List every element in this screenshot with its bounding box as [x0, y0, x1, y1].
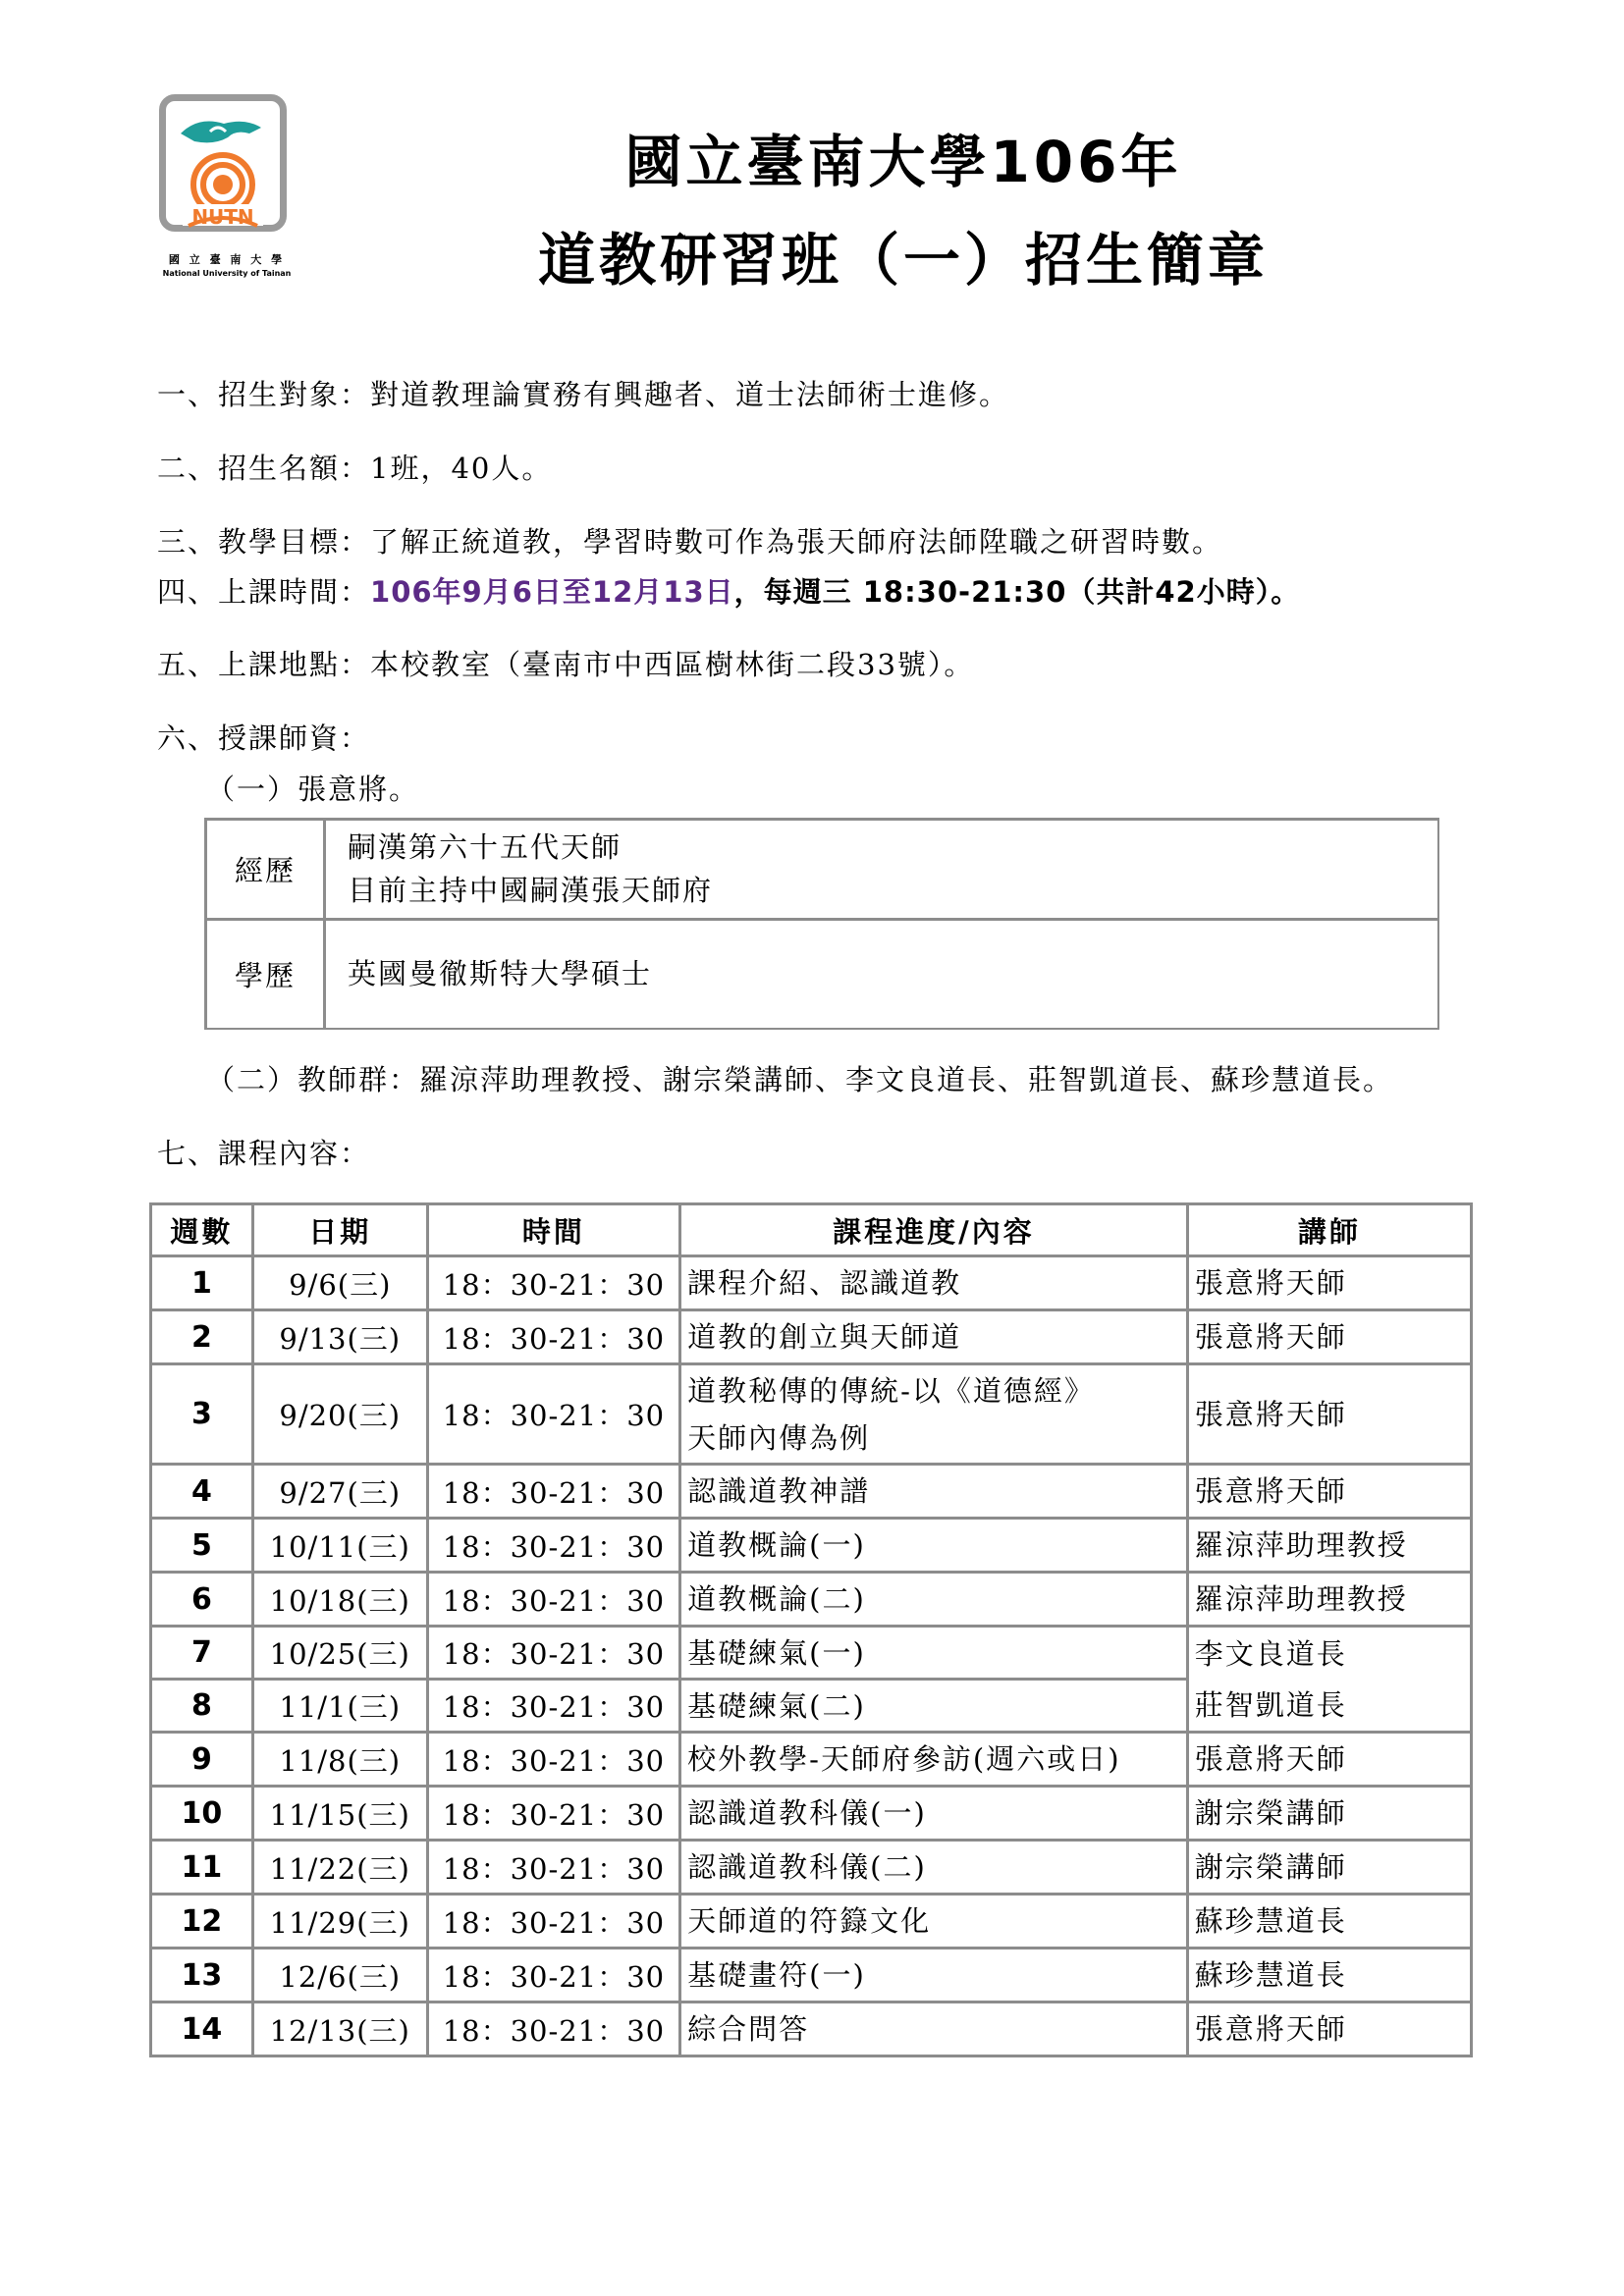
- course-schedule-table: [149, 1202, 1473, 2057]
- cell-time: 18：30-21：30: [427, 1949, 679, 2002]
- cell-time: 18：30-21：30: [427, 1787, 679, 1841]
- cell-date: 10/18(三): [252, 1573, 427, 1627]
- cell-week: 9: [151, 1733, 253, 1787]
- cell-content: 天師道的符籙文化: [680, 1895, 1188, 1949]
- cell-week: 6: [151, 1573, 253, 1627]
- cell-content: 基礎練氣(二): [680, 1680, 1188, 1733]
- cell-date: 11/22(三): [252, 1841, 427, 1895]
- class-time-label: 四、上課時間：: [157, 575, 371, 609]
- table-header-row: [151, 1204, 1472, 1256]
- table-row: [206, 919, 1439, 1029]
- cell-date: 12/6(三): [252, 1949, 427, 2002]
- education-label: 學歷: [206, 919, 325, 1029]
- cell-content: 基礎練氣(一): [680, 1627, 1188, 1680]
- section-enrollment-target: 一、招生對象：對道教理論實務有興趣者、道士法師術士進修。: [157, 378, 1010, 411]
- cell-content: 認識道教科儀(一): [680, 1787, 1188, 1841]
- cell-content: [680, 1364, 1188, 1465]
- cell-date: 11/1(三): [252, 1680, 427, 1733]
- experience-label: 經歷: [206, 820, 325, 920]
- class-time-schedule: ，每週三 18:30-21:30（共計42小時）。: [733, 575, 1301, 609]
- cell-time: 18：30-21：30: [427, 1733, 679, 1787]
- cell-instructor: 張意將天師: [1187, 2002, 1471, 2056]
- cell-time: 18：30-21：30: [427, 1895, 679, 1949]
- logo-caption-zh: 國 立 臺 南 大 學: [168, 253, 286, 266]
- cell-date: 11/15(三): [252, 1787, 427, 1841]
- cell-date: 10/11(三): [252, 1519, 427, 1573]
- cell-week: 4: [151, 1465, 253, 1519]
- header-time: 時間: [427, 1204, 679, 1256]
- header-week: 週數: [151, 1204, 253, 1256]
- cell-content: 課程介紹、認識道教: [680, 1256, 1188, 1310]
- cell-week: 10: [151, 1787, 253, 1841]
- cell-week: 12: [151, 1895, 253, 1949]
- cell-content: 綜合問答: [680, 2002, 1188, 2056]
- experience-line2: 目前主持中國嗣漢張天師府: [348, 874, 714, 908]
- cell-week: 7: [151, 1627, 253, 1680]
- table-row: [151, 1573, 1472, 1627]
- cell-instructor-line1: 李文良道長: [1194, 1636, 1347, 1671]
- cell-instructor: 張意將天師: [1187, 1310, 1471, 1364]
- cell-time: 18：30-21：30: [427, 1364, 679, 1465]
- experience-value: [325, 820, 1439, 920]
- cell-week: 13: [151, 1949, 253, 2002]
- cell-time: 18：30-21：30: [427, 1310, 679, 1364]
- table-row: [151, 1733, 1472, 1787]
- logo-emblem-text: NUTN: [191, 205, 254, 229]
- section-class-time: [157, 570, 1300, 611]
- cell-instructor: 蘇珍慧道長: [1187, 1949, 1471, 2002]
- cell-date: 11/29(三): [252, 1895, 427, 1949]
- cell-week: 3: [151, 1364, 253, 1465]
- cell-content: 道教的創立與天師道: [680, 1310, 1188, 1364]
- cell-instructor: 羅涼萍助理教授: [1187, 1573, 1471, 1627]
- cell-time: 18：30-21：30: [427, 1519, 679, 1573]
- table-row: [151, 1841, 1472, 1895]
- cell-week: 2: [151, 1310, 253, 1364]
- cell-date: 11/8(三): [252, 1733, 427, 1787]
- cell-content: 道教概論(二): [680, 1573, 1188, 1627]
- cell-content: 認識道教神譜: [680, 1465, 1188, 1519]
- table-row: [151, 1310, 1472, 1364]
- table-row: [151, 1895, 1472, 1949]
- cell-date: 9/13(三): [252, 1310, 427, 1364]
- logo-emblem-icon: [159, 94, 287, 251]
- section-class-location: 五、上課地點：本校教室（臺南市中西區樹林街二段33號）。: [157, 648, 975, 681]
- cell-content-line1: 道教秘傳的傳統-以《道德經》: [687, 1373, 1095, 1408]
- cell-instructor: 張意將天師: [1187, 1465, 1471, 1519]
- cell-instructor: 謝宗榮講師: [1187, 1787, 1471, 1841]
- table-row: [151, 1465, 1472, 1519]
- cell-content-line2: 天師內傳為例: [687, 1420, 871, 1455]
- table-row: [151, 1519, 1472, 1573]
- table-row: [151, 2002, 1472, 2056]
- header-date: 日期: [252, 1204, 427, 1256]
- cell-week: 1: [151, 1256, 253, 1310]
- cell-time: 18：30-21：30: [427, 1841, 679, 1895]
- table-row: [151, 1787, 1472, 1841]
- cell-time: 18：30-21：30: [427, 2002, 679, 2056]
- cell-time: 18：30-21：30: [427, 1256, 679, 1310]
- section-instructor-main: （一）張意將。: [206, 773, 420, 806]
- section-enrollment-quota: 二、招生名額：1班，40人。: [157, 452, 553, 485]
- experience-line1: 嗣漢第六十五代天師: [348, 830, 623, 865]
- cell-date: 9/27(三): [252, 1465, 427, 1519]
- cell-instructor-merged: [1187, 1627, 1471, 1733]
- cell-instructor: 張意將天師: [1187, 1733, 1471, 1787]
- cell-instructor: 羅涼萍助理教授: [1187, 1519, 1471, 1573]
- cell-time: 18：30-21：30: [427, 1465, 679, 1519]
- cell-instructor: 張意將天師: [1187, 1256, 1471, 1310]
- instructor-profile-table: [204, 818, 1439, 1030]
- cell-week: 8: [151, 1680, 253, 1733]
- table-row: [151, 1627, 1472, 1680]
- cell-week: 5: [151, 1519, 253, 1573]
- cell-week: 14: [151, 2002, 253, 2056]
- class-time-dates: 106年9月6日至12月13日: [370, 575, 734, 609]
- cell-content: 道教概論(一): [680, 1519, 1188, 1573]
- cell-content: 校外教學-天師府參訪(週六或日): [680, 1733, 1188, 1787]
- table-row: [151, 1364, 1472, 1465]
- header-content: 課程進度/內容: [680, 1204, 1188, 1256]
- cell-instructor: 蘇珍慧道長: [1187, 1895, 1471, 1949]
- cell-time: 18：30-21：30: [427, 1627, 679, 1680]
- header-instructor: 講師: [1187, 1204, 1471, 1256]
- university-logo: [155, 94, 298, 289]
- section-instructors: 六、授課師資：: [157, 721, 371, 755]
- cell-instructor: 謝宗榮講師: [1187, 1841, 1471, 1895]
- section-course-content: 七、課程內容：: [157, 1137, 371, 1170]
- cell-date: 10/25(三): [252, 1627, 427, 1680]
- document-title-line2: 道教研習班（一）招生簡章: [537, 227, 1269, 294]
- cell-week: 11: [151, 1841, 253, 1895]
- document-title-line1: 國立臺南大學106年: [624, 129, 1182, 195]
- table-row: [151, 1949, 1472, 2002]
- education-value: 英國曼徹斯特大學碩士: [325, 919, 1439, 1029]
- section-teaching-goal: 三、教學目標：了解正統道教，學習時數可作為張天師府法師陞職之研習時數。: [157, 525, 1223, 559]
- cell-content: 認識道教科儀(二): [680, 1841, 1188, 1895]
- cell-time: 18：30-21：30: [427, 1573, 679, 1627]
- table-row: [151, 1256, 1472, 1310]
- cell-date: 9/20(三): [252, 1364, 427, 1465]
- cell-instructor: 張意將天師: [1187, 1364, 1471, 1465]
- cell-date: 9/6(三): [252, 1256, 427, 1310]
- logo-caption-en: National University of Tainan: [162, 269, 292, 278]
- cell-instructor-line2: 莊智凱道長: [1194, 1687, 1347, 1722]
- section-instructor-group: （二）教師群：羅涼萍助理教授、謝宗榮講師、李文良道長、莊智凱道長、蘇珍慧道長。: [206, 1063, 1394, 1096]
- cell-date: 12/13(三): [252, 2002, 427, 2056]
- cell-time: 18：30-21：30: [427, 1680, 679, 1733]
- table-row: [206, 820, 1439, 920]
- cell-content: 基礎畫符(一): [680, 1949, 1188, 2002]
